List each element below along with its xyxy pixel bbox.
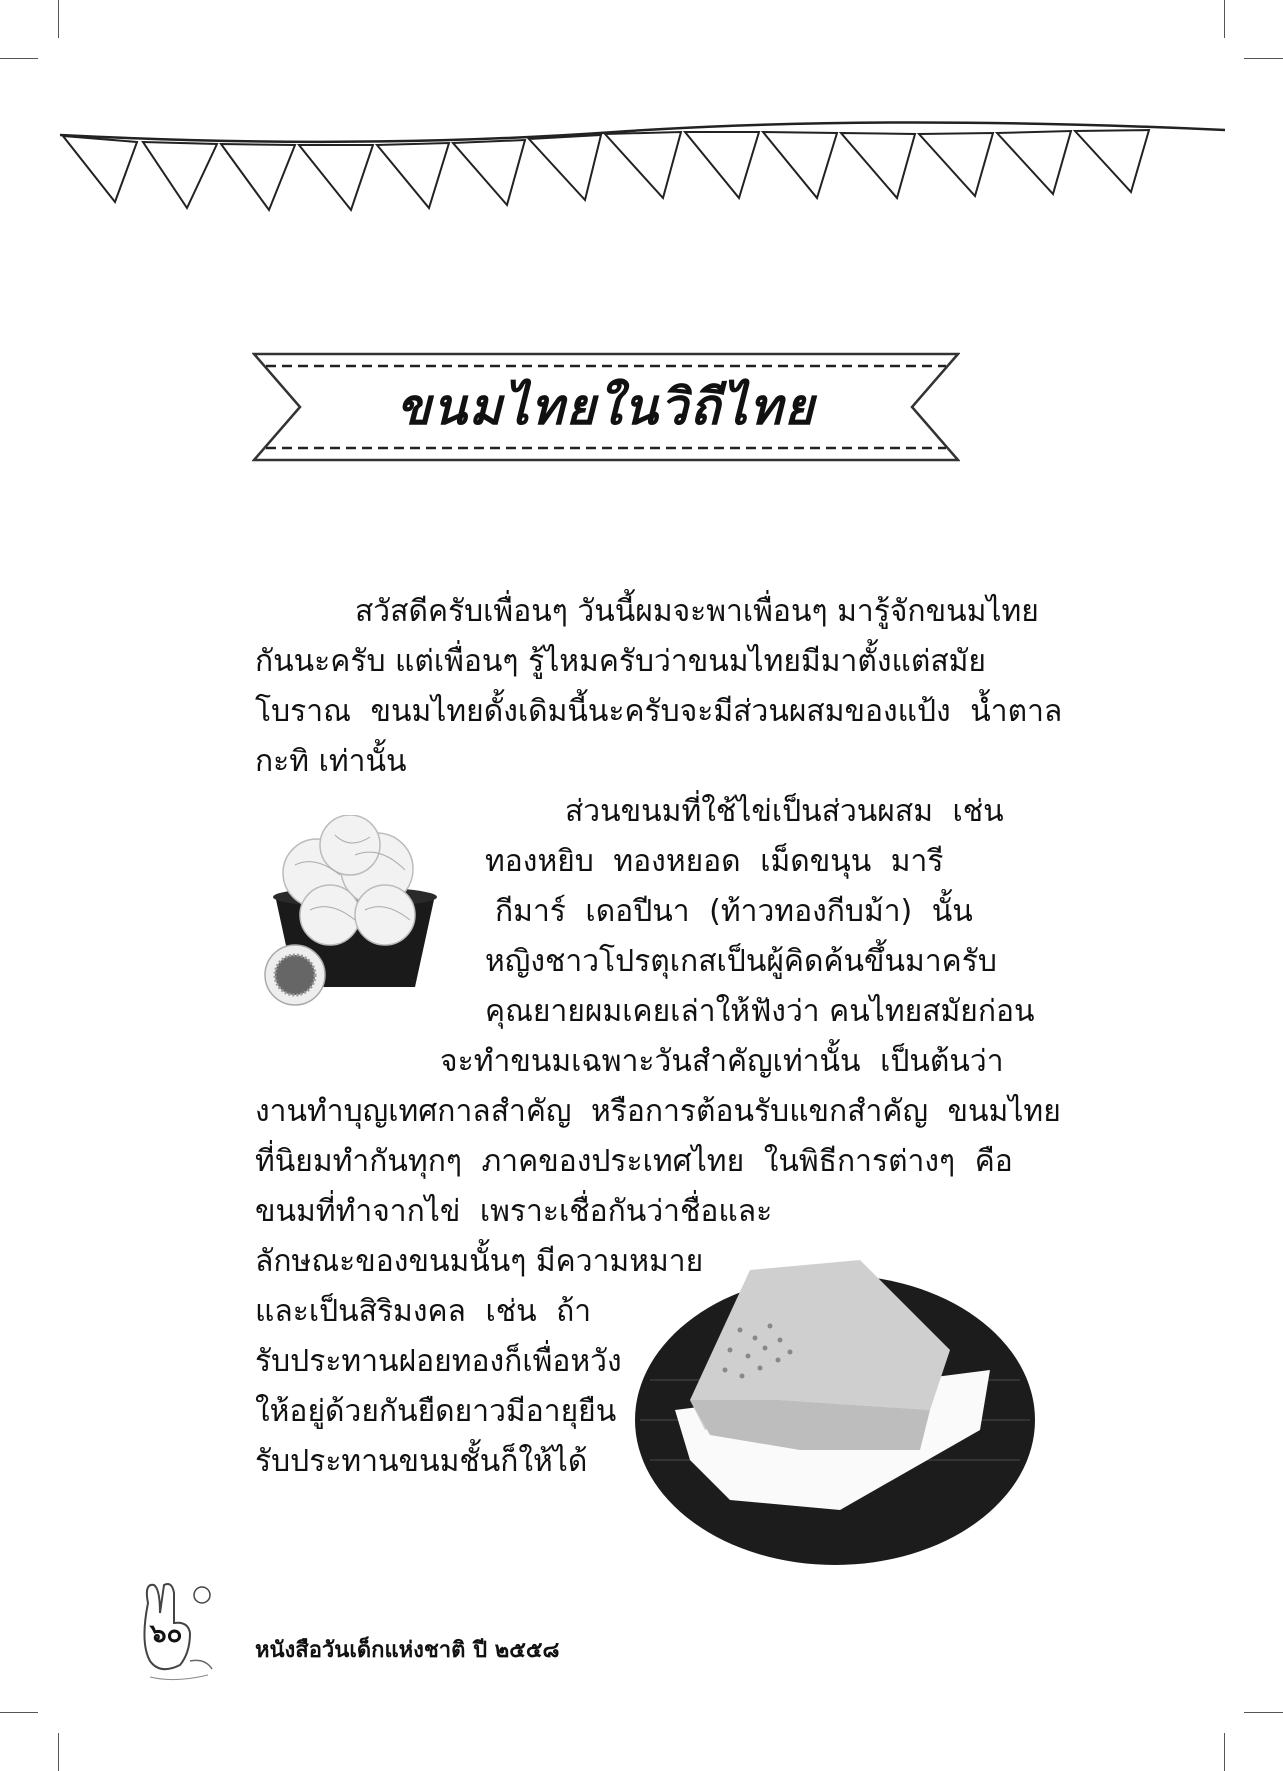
- crop-mark: [0, 58, 38, 59]
- body-line: รับประทานฝอยทองก็เพื่อหวัง: [255, 1344, 622, 1379]
- book-title-footer: หนังสือวันเด็กแห่งชาติ ปี ๒๕๕๘: [255, 1638, 560, 1663]
- body-line: กะทิ เท่านั้น: [255, 744, 407, 779]
- crop-mark: [1224, 0, 1225, 38]
- body-line: ส่วนขนมที่ใช้ไข่เป็นส่วนผสม เช่น: [565, 794, 1004, 829]
- crop-mark: [1244, 58, 1283, 59]
- body-line: ลักษณะของขนมนั้นๆ มีความหมาย: [255, 1244, 704, 1279]
- body-line: และเป็นสิริมงคล เช่น ถ้า: [255, 1294, 592, 1329]
- body-line: สวัสดีครับเพื่อนๆ วันนี้ผมจะพาเพื่อนๆ มารู้จักขนมไทย: [355, 594, 1039, 629]
- body-line: โบราณ ขนมไทยดั้งเดิมนี้นะครับจะมีส่วนผสมของแป้ง น้ำตาล: [255, 694, 1063, 729]
- thai-dessert-bowl-icon: [255, 815, 455, 1015]
- page-number: ๖๐: [150, 1619, 183, 1649]
- body-line: หญิงชาวโปรตุเกสเป็นผู้คิดค้นขึ้นมาครับ: [485, 944, 997, 979]
- body-line: ที่นิยมทำกันทุกๆ ภาคของประเทศไทย ในพิธีการต่างๆ คือ: [255, 1144, 1013, 1179]
- body-line: รับประทานขนมชั้นก็ให้ได้: [255, 1444, 588, 1479]
- page-title: ขนมไทยในวิถีไทย: [396, 376, 816, 436]
- body-line: ขนมที่ทำจากไข่ เพราะเชื่อกันว่าชื่อและ: [255, 1194, 773, 1229]
- crop-mark: [1224, 1733, 1225, 1771]
- crop-mark: [0, 1712, 38, 1713]
- crop-mark: [1244, 1712, 1283, 1713]
- crop-mark: [58, 1733, 59, 1771]
- body-line: กันนะครับ แต่เพื่อนๆ รู้ไหมครับว่าขนมไทยมีมาตั้งแต่สมัย: [255, 644, 986, 679]
- body-line: คุณยายผมเคยเล่าให้ฟังว่า คนไทยสมัยก่อน: [485, 994, 1035, 1029]
- body-line: งานทำบุญเทศกาลสำคัญ หรือการต้อนรับแขกสำคัญ ขนมไทย: [255, 1094, 1061, 1129]
- body-line: จะทำขนมเฉพาะวันสำคัญเท่านั้น เป็นต้นว่า: [440, 1044, 1004, 1079]
- body-line: ทองหยิบ ทองหยอด เม็ดขนุน มารี: [485, 844, 944, 879]
- bunting-flags-icon: [55, 110, 1235, 220]
- body-line: กีมาร์ เดอปีนา (ท้าวทองกีบม้า) นั้น: [495, 894, 973, 929]
- layered-dessert-plate-icon: [630, 1260, 1040, 1570]
- body-line: ให้อยู่ด้วยกันยืดยาวมีอายุยืน: [255, 1394, 617, 1429]
- crop-mark: [58, 0, 59, 38]
